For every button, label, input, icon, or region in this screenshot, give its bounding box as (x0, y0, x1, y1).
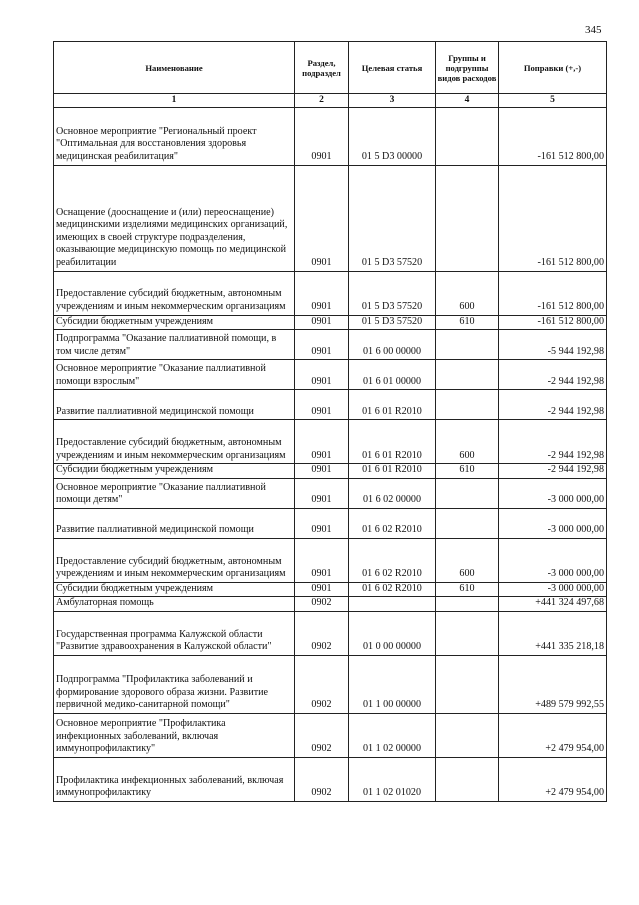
table-row (54, 271, 607, 315)
row-amount: -3 000 000,00 (499, 538, 607, 582)
header-name: Наименование (54, 42, 295, 94)
table-row (54, 655, 607, 713)
row-article: 01 5 D3 57520 (349, 165, 436, 271)
row-article: 01 6 02 00000 (349, 478, 436, 508)
row-article: 01 1 02 01020 (349, 757, 436, 801)
row-article: 01 6 02 R2010 (349, 538, 436, 582)
table-row (54, 107, 607, 165)
table-row (54, 582, 607, 597)
row-section: 0902 (295, 597, 349, 612)
row-group (436, 165, 499, 271)
column-number-row (54, 94, 607, 108)
row-article: 01 5 D3 57520 (349, 271, 436, 315)
row-amount: -2 944 192,98 (499, 420, 607, 464)
row-article: 01 6 01 R2010 (349, 464, 436, 479)
column-number: 1 (54, 94, 295, 108)
row-amount: +441 335 218,18 (499, 611, 607, 655)
row-group (436, 611, 499, 655)
row-section: 0901 (295, 165, 349, 271)
row-group (436, 360, 499, 390)
row-section: 0901 (295, 271, 349, 315)
row-group (436, 713, 499, 757)
table-header (54, 42, 607, 108)
row-name: Предоставление субсидий бюджетным, автономным учреждениям и иным некоммерческим организациям (54, 420, 295, 464)
table-row (54, 478, 607, 508)
row-name: Амбулаторная помощь (54, 597, 295, 612)
row-group: 610 (436, 582, 499, 597)
row-group (436, 478, 499, 508)
row-group: 600 (436, 271, 499, 315)
row-section: 0901 (295, 582, 349, 597)
column-number: 4 (436, 94, 499, 108)
row-section: 0901 (295, 478, 349, 508)
row-name: Субсидии бюджетным учреждениям (54, 464, 295, 479)
table-row (54, 420, 607, 464)
row-section: 0901 (295, 360, 349, 390)
row-name: Подпрограмма "Оказание паллиативной помощи, в том числе детям" (54, 330, 295, 360)
table-row (54, 757, 607, 801)
row-article: 01 6 01 R2010 (349, 420, 436, 464)
row-name: Развитие паллиативной медицинской помощи (54, 390, 295, 420)
column-number: 5 (499, 94, 607, 108)
row-name: Субсидии бюджетным учреждениям (54, 582, 295, 597)
row-name: Развитие паллиативной медицинской помощи (54, 508, 295, 538)
row-section: 0901 (295, 107, 349, 165)
row-name: Предоставление субсидий бюджетным, автономным учреждениям и иным некоммерческим организациям (54, 538, 295, 582)
table-row (54, 713, 607, 757)
row-group: 610 (436, 464, 499, 479)
row-section: 0901 (295, 464, 349, 479)
row-amount: -161 512 800,00 (499, 271, 607, 315)
row-article (349, 597, 436, 612)
row-amount: -3 000 000,00 (499, 478, 607, 508)
header-group: Группы и подгруппы видов расходов (436, 42, 499, 94)
row-amount: -2 944 192,98 (499, 360, 607, 390)
column-number: 3 (349, 94, 436, 108)
row-group: 600 (436, 420, 499, 464)
budget-table (53, 41, 607, 802)
table-row (54, 165, 607, 271)
row-amount: +441 324 497,68 (499, 597, 607, 612)
row-article: 01 1 00 00000 (349, 655, 436, 713)
table-row (54, 597, 607, 612)
row-amount: -161 512 800,00 (499, 315, 607, 330)
table-row (54, 538, 607, 582)
row-article: 01 1 02 00000 (349, 713, 436, 757)
row-section: 0902 (295, 611, 349, 655)
row-group: 600 (436, 538, 499, 582)
row-amount: -3 000 000,00 (499, 582, 607, 597)
row-section: 0901 (295, 390, 349, 420)
row-name: Основное мероприятие "Оказание паллиативной помощи взрослым" (54, 360, 295, 390)
header-article: Целевая статья (349, 42, 436, 94)
row-name: Основное мероприятие "Профилактика инфекционных заболеваний, включая иммунопрофилактику" (54, 713, 295, 757)
row-article: 01 5 D3 00000 (349, 107, 436, 165)
row-article: 01 0 00 00000 (349, 611, 436, 655)
row-amount: -2 944 192,98 (499, 464, 607, 479)
row-section: 0901 (295, 315, 349, 330)
row-section: 0902 (295, 757, 349, 801)
row-name: Основное мероприятие "Региональный проект "Оптимальная для восстановления здоровья медицинская реабилитация" (54, 107, 295, 165)
row-amount: -161 512 800,00 (499, 107, 607, 165)
table-row (54, 464, 607, 479)
table-row (54, 508, 607, 538)
row-amount: -161 512 800,00 (499, 165, 607, 271)
row-article: 01 6 02 R2010 (349, 582, 436, 597)
table-row (54, 330, 607, 360)
header-amendment: Поправки (+,-) (499, 42, 607, 94)
row-group: 610 (436, 315, 499, 330)
row-section: 0901 (295, 420, 349, 464)
row-article: 01 5 D3 57520 (349, 315, 436, 330)
row-group (436, 655, 499, 713)
row-article: 01 6 01 R2010 (349, 390, 436, 420)
table-body (54, 107, 607, 801)
row-group (436, 508, 499, 538)
row-amount: -2 944 192,98 (499, 390, 607, 420)
row-section: 0901 (295, 538, 349, 582)
row-name: Субсидии бюджетным учреждениям (54, 315, 295, 330)
row-section: 0902 (295, 713, 349, 757)
row-article: 01 6 00 00000 (349, 330, 436, 360)
row-group (436, 597, 499, 612)
row-group (436, 330, 499, 360)
row-group (436, 107, 499, 165)
row-amount: +2 479 954,00 (499, 713, 607, 757)
row-name: Основное мероприятие "Оказание паллиативной помощи детям" (54, 478, 295, 508)
row-amount: -5 944 192,98 (499, 330, 607, 360)
row-name: Оснащение (дооснащение и (или) переоснащение) медицинскими изделиями медицинских организаций, имеющих в своей структуре подразделения, оказывающие медицинскую помощь по медицинской реабилитации (54, 165, 295, 271)
page-number: 345 (585, 24, 602, 36)
row-group (436, 390, 499, 420)
row-amount: -3 000 000,00 (499, 508, 607, 538)
row-group (436, 757, 499, 801)
column-number: 2 (295, 94, 349, 108)
header-section: Раздел, подраздел (295, 42, 349, 94)
row-article: 01 6 01 00000 (349, 360, 436, 390)
row-name: Предоставление субсидий бюджетным, автономным учреждениям и иным некоммерческим организациям (54, 271, 295, 315)
row-name: Государственная программа Калужской области "Развитие здравоохранения в Калужской области" (54, 611, 295, 655)
row-section: 0902 (295, 655, 349, 713)
row-amount: +2 479 954,00 (499, 757, 607, 801)
table-row (54, 390, 607, 420)
row-section: 0901 (295, 508, 349, 538)
row-name: Подпрограмма "Профилактика заболеваний и формирование здорового образа жизни. Развитие первичной медико-санитарной помощи" (54, 655, 295, 713)
row-section: 0901 (295, 330, 349, 360)
table-row (54, 360, 607, 390)
row-name: Профилактика инфекционных заболеваний, включая иммунопрофилактику (54, 757, 295, 801)
table-row (54, 611, 607, 655)
row-amount: +489 579 992,55 (499, 655, 607, 713)
row-article: 01 6 02 R2010 (349, 508, 436, 538)
table-row (54, 315, 607, 330)
